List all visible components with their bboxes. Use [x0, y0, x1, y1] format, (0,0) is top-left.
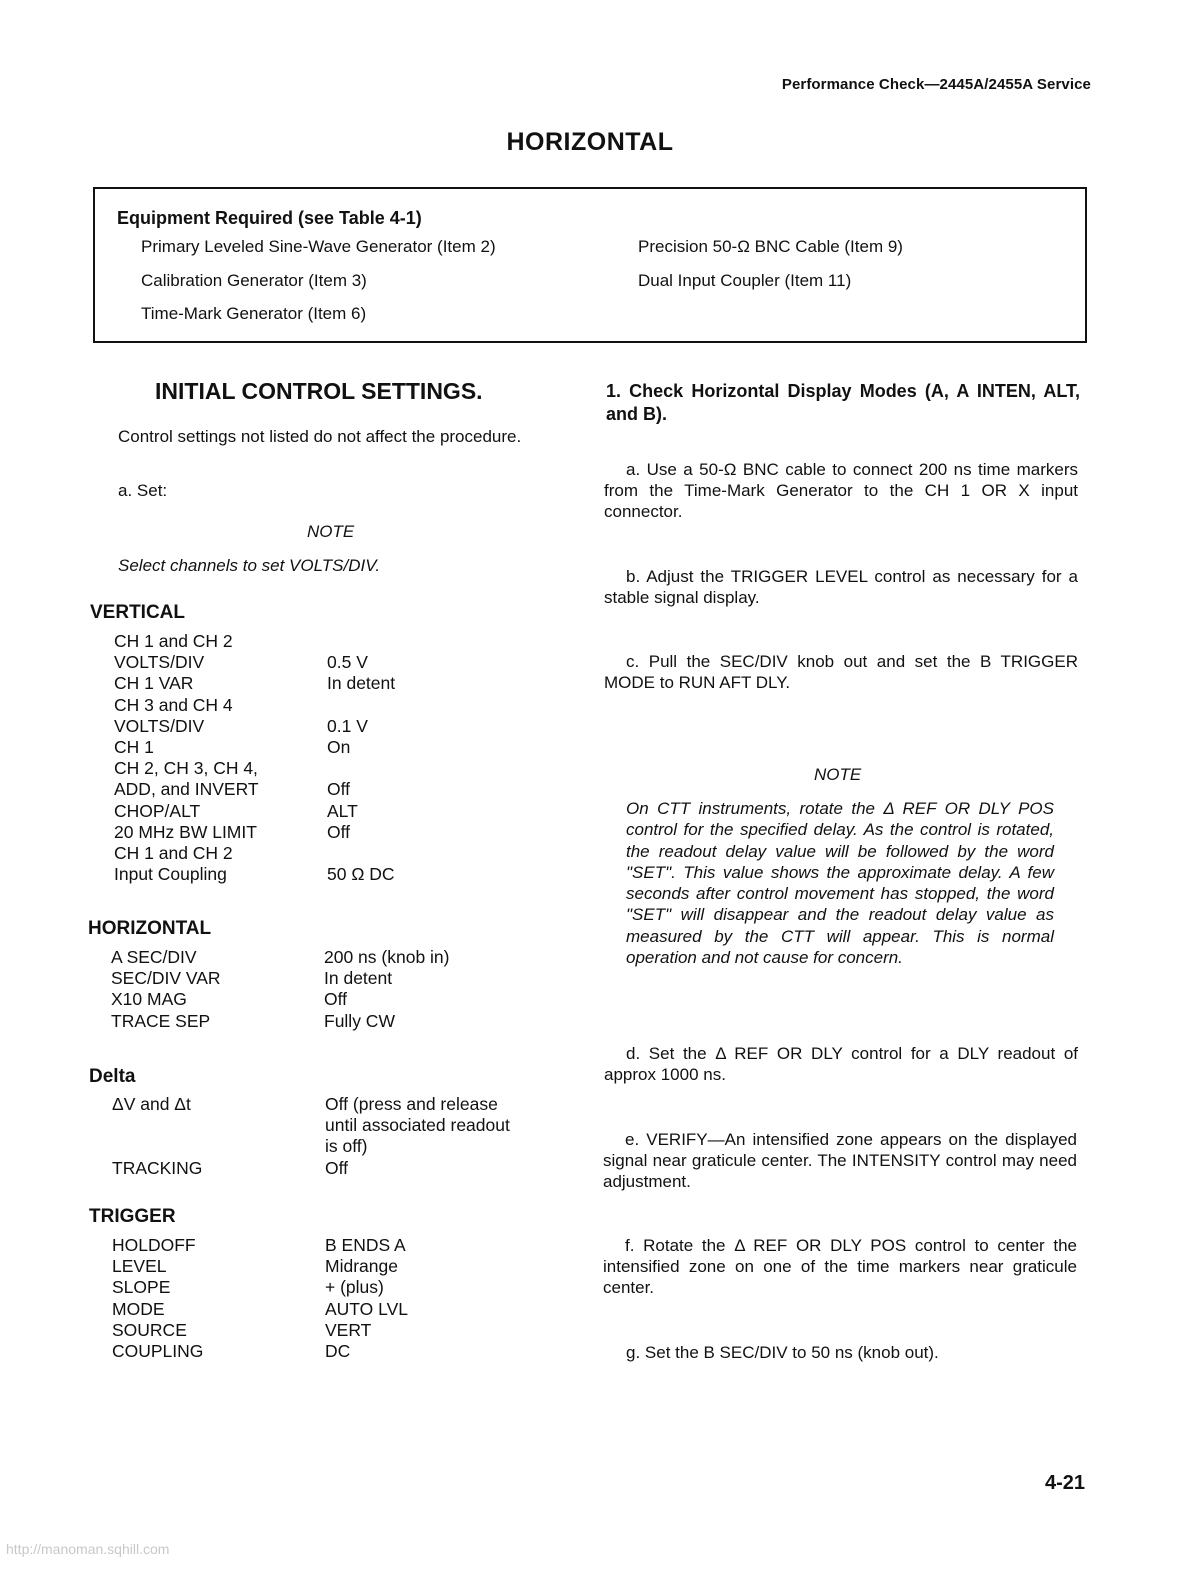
settings-row	[112, 1299, 408, 1320]
setting-value: + (plus)	[325, 1277, 384, 1298]
setting-value: Midrange	[325, 1256, 398, 1277]
settings-row	[111, 968, 450, 989]
settings-row	[111, 1011, 450, 1032]
equipment-item: Calibration Generator (Item 3)	[141, 271, 367, 290]
running-header: Performance Check—2445A/2455A Service	[781, 76, 1091, 93]
note-text: Select channels to set VOLTS/DIV.	[118, 556, 381, 575]
page-number: 4-21	[1045, 1472, 1086, 1494]
setting-value: 200 ns (knob in)	[324, 947, 450, 967]
settings-row	[111, 947, 450, 968]
setting-value: DC	[325, 1341, 351, 1362]
initial-intro: Control settings not listed do not affect the procedure.	[118, 427, 522, 446]
setting-value: ALT	[327, 800, 358, 821]
delta-heading: Delta	[89, 1066, 136, 1087]
setting-value: In detent	[327, 673, 396, 694]
setting-value: On	[327, 737, 351, 758]
setting-label: CH 1 and CH 2	[114, 843, 233, 864]
setting-value: Off	[325, 1157, 349, 1178]
setting-label	[112, 1136, 325, 1157]
setting-value: Off (press and release	[325, 1094, 498, 1114]
settings-row	[114, 737, 395, 758]
note-label: NOTE	[307, 522, 355, 541]
step-f: f. Rotate the Δ REF OR DLY POS control to center the intensified zone on one of the time markers near graticule center.	[603, 1236, 1077, 1297]
settings-row	[112, 1094, 510, 1115]
settings-row	[114, 652, 395, 673]
settings-row	[114, 864, 395, 885]
step-a: a. Use a 50-Ω BNC cable to connect 200 ns time markers from the Time-Mark Generator to the CH 1 OR X input connector.	[604, 460, 1078, 521]
setting-label: CH 1 VAR	[114, 673, 194, 694]
equipment-required-box	[93, 187, 1087, 343]
delta-settings	[112, 1094, 510, 1179]
setting-label: 20 MHz BW LIMIT	[114, 821, 257, 842]
settings-row	[114, 822, 395, 843]
settings-row	[114, 716, 395, 737]
step-c: c. Pull the SEC/DIV knob out and set the B TRIGGER MODE to RUN AFT DLY.	[604, 652, 1078, 692]
setting-label: MODE	[112, 1298, 165, 1319]
equipment-item: Dual Input Coupler (Item 11)	[638, 271, 852, 290]
equipment-item: Time-Mark Generator (Item 6)	[141, 304, 367, 323]
setting-value: until associated readout	[325, 1115, 510, 1136]
settings-row	[114, 758, 395, 779]
setting-value: is off)	[325, 1136, 368, 1157]
setting-label: SEC/DIV VAR	[111, 968, 221, 989]
setting-label: ADD, and INVERT	[114, 779, 259, 800]
setting-label: VOLTS/DIV	[114, 715, 205, 736]
settings-row	[114, 843, 395, 864]
setting-label: SLOPE	[112, 1277, 171, 1298]
horizontal-settings	[111, 947, 450, 1032]
vertical-heading: VERTICAL	[90, 602, 185, 623]
watermark: http://manoman.sqhill.com	[6, 1541, 170, 1557]
settings-row	[114, 695, 395, 716]
equipment-title: Equipment Required (see Table 4-1)	[117, 208, 422, 228]
setting-label: SOURCE	[112, 1319, 187, 1340]
setting-label: CHOP/ALT	[114, 800, 201, 821]
setting-label: X10 MAG	[111, 989, 187, 1010]
setting-value: Fully CW	[324, 1010, 395, 1031]
setting-label: CH 3 and CH 4	[114, 694, 233, 715]
setting-label: TRACE SEP	[111, 1010, 211, 1031]
setting-label: CH 1	[114, 737, 154, 758]
settings-row	[112, 1341, 408, 1362]
setting-value: In detent	[324, 968, 393, 989]
check-heading: 1. Check Horizontal Display Modes (A, A INTEN, ALT, and B).	[606, 381, 1080, 424]
horizontal-heading: HORIZONTAL	[88, 918, 212, 939]
initial-settings-heading: INITIAL CONTROL SETTINGS.	[155, 378, 483, 404]
setting-label: HOLDOFF	[112, 1235, 196, 1255]
settings-row	[112, 1158, 510, 1179]
page-title: HORIZONTAL	[506, 128, 674, 156]
step-d: d. Set the Δ REF OR DLY control for a DLY readout of approx 1000 ns.	[604, 1044, 1078, 1084]
setting-label	[112, 1115, 325, 1136]
settings-row	[111, 989, 450, 1010]
setting-label: ΔV and Δt	[112, 1094, 191, 1114]
step-e: e. VERIFY—An intensified zone appears on the displayed signal near graticule center. The INTENSITY control may need adjustment.	[603, 1130, 1077, 1191]
settings-row	[112, 1256, 408, 1277]
ctt-note: On CTT instruments, rotate the Δ REF OR DLY POS control for the specified delay. As the control is rotated, the readout delay value will be followed by the word "SET". This value shows the approximate delay. A few seconds after control movement has stopped, the word "SET" will disappear and the readout delay value as measured by the CTT will appear. This is normal operation and not cause for concern.	[626, 799, 1054, 968]
setting-label: TRACKING	[112, 1157, 203, 1178]
settings-row	[112, 1136, 510, 1157]
setting-label: A SEC/DIV	[111, 947, 197, 967]
setting-value: 0.1 V	[327, 715, 368, 736]
setting-value: AUTO LVL	[325, 1298, 408, 1319]
settings-row	[112, 1115, 510, 1136]
equipment-item: Primary Leveled Sine-Wave Generator (Item 2)	[141, 237, 496, 256]
setting-label: CH 1 and CH 2	[114, 631, 233, 651]
set-label: a. Set:	[118, 481, 168, 500]
setting-value: 0.5 V	[327, 652, 368, 673]
step-g: g. Set the B SEC/DIV to 50 ns (knob out).	[626, 1343, 939, 1362]
trigger-heading: TRIGGER	[89, 1206, 176, 1227]
setting-label: VOLTS/DIV	[114, 652, 205, 673]
settings-row	[112, 1320, 408, 1341]
note-label: NOTE	[814, 765, 862, 784]
settings-row	[114, 631, 395, 652]
setting-value: B ENDS A	[325, 1235, 406, 1255]
settings-row	[112, 1235, 408, 1256]
setting-value: Off	[324, 989, 348, 1010]
trigger-settings	[112, 1235, 408, 1362]
settings-row	[114, 801, 395, 822]
setting-label: LEVEL	[112, 1256, 167, 1277]
setting-value: 50 Ω DC	[327, 864, 395, 885]
step-b: b. Adjust the TRIGGER LEVEL control as necessary for a stable signal display.	[604, 567, 1078, 607]
setting-value: Off	[327, 821, 351, 842]
setting-value: VERT	[325, 1319, 372, 1340]
settings-row	[114, 779, 395, 800]
settings-row	[112, 1277, 408, 1298]
vertical-settings	[114, 631, 395, 885]
settings-row	[114, 673, 395, 694]
setting-value: Off	[327, 779, 351, 800]
setting-label: CH 2, CH 3, CH 4,	[114, 758, 258, 779]
setting-label: COUPLING	[112, 1341, 204, 1362]
equipment-item: Precision 50-Ω BNC Cable (Item 9)	[638, 237, 903, 256]
setting-label: Input Coupling	[114, 864, 227, 885]
